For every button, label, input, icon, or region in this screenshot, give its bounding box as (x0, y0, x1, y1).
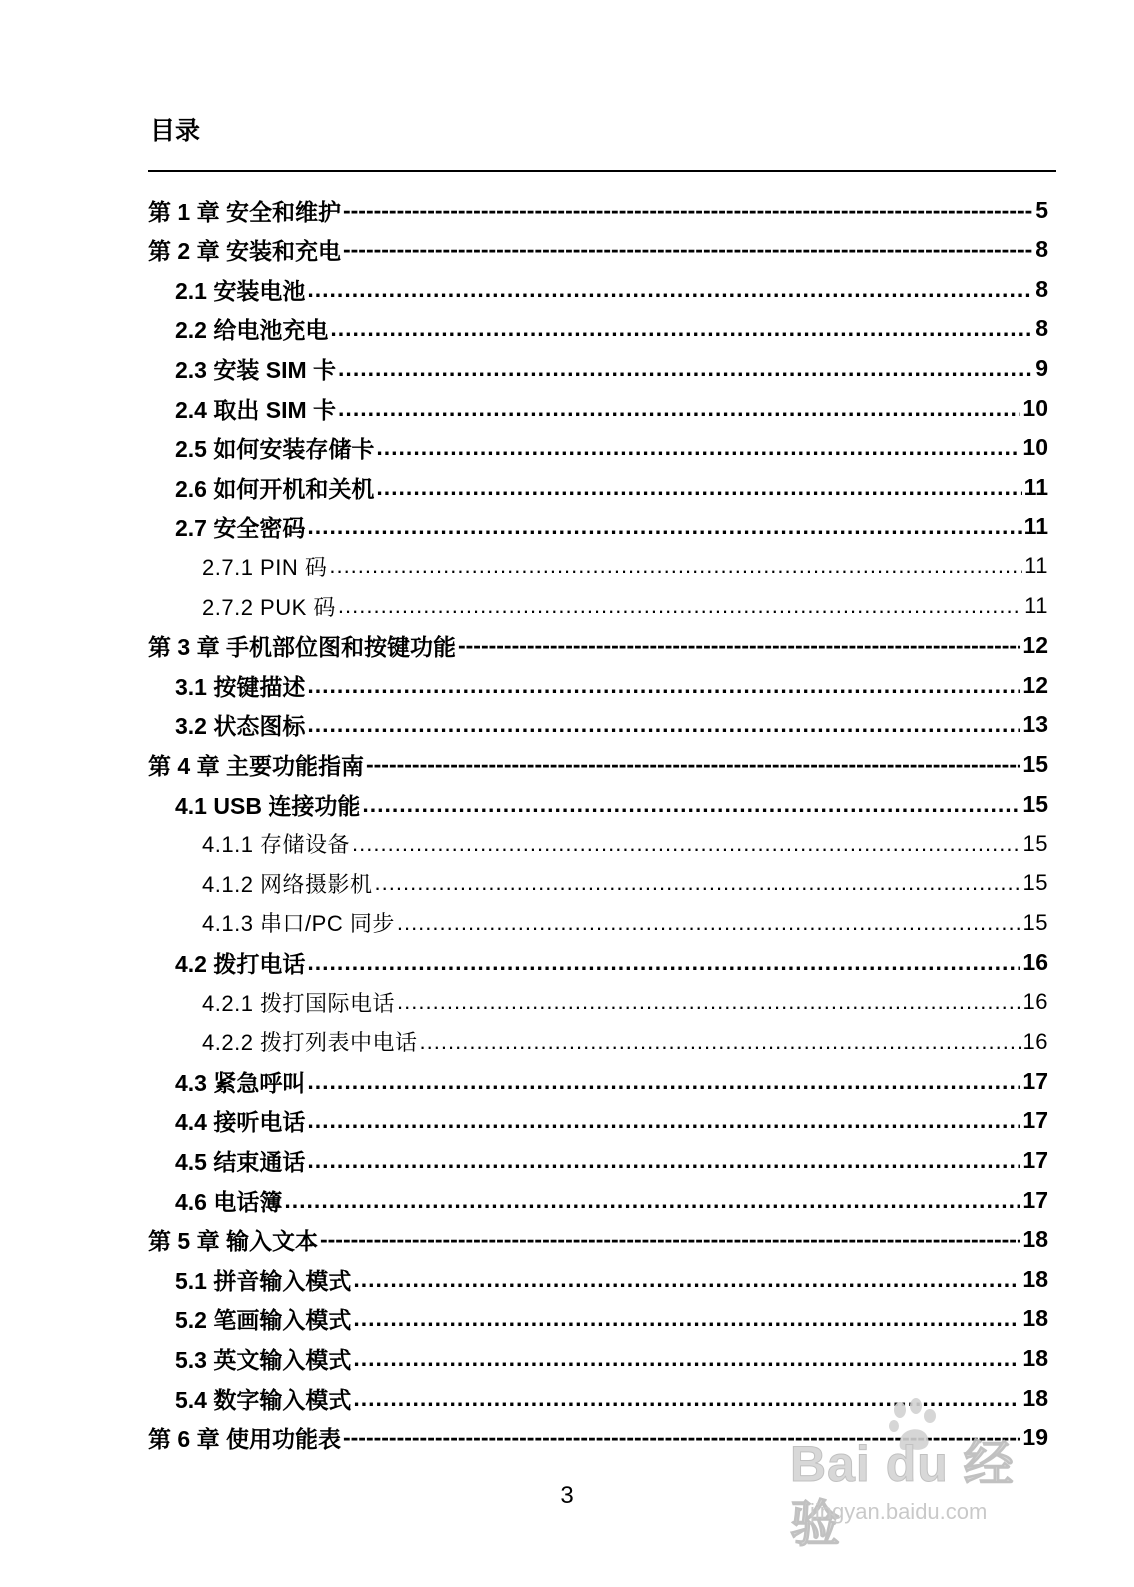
toc-entry-page: 19 (1022, 1424, 1048, 1451)
toc-entry-leader (352, 831, 1020, 857)
toc-entry-leader (376, 434, 1020, 461)
toc-entry-title: 2.5 如何安装存储卡 (175, 436, 375, 463)
toc-entry-title: 4.1 USB 连接功能 (175, 792, 361, 819)
toc-entry-leader (353, 1266, 1020, 1293)
toc-entry-title: 2.7.2 PUK 码 (202, 594, 336, 620)
toc-entry-page: 15 (1022, 790, 1048, 817)
toc-entry-title: 2.3 安装 SIM 卡 (175, 356, 337, 383)
toc-entry-leader (343, 197, 1033, 224)
toc-entry-page: 16 (1022, 1028, 1048, 1054)
toc-entry (148, 230, 1048, 270)
toc-entry-leader (376, 474, 1021, 501)
toc-entry (175, 1180, 1048, 1220)
toc-heading: 目录 (150, 117, 201, 145)
toc-entry-page: 18 (1022, 1226, 1048, 1253)
toc-entry (175, 1061, 1048, 1101)
toc-entry-leader (353, 1345, 1020, 1372)
toc-entry (175, 348, 1048, 388)
toc-entry-page: 10 (1022, 434, 1048, 461)
toc-entry (202, 1022, 1048, 1062)
toc-entry-leader (366, 751, 1020, 778)
toc-entry-leader (338, 593, 1022, 619)
toc-entry (175, 1140, 1048, 1180)
toc-entry (175, 1338, 1048, 1378)
toc-entry-page: 17 (1022, 1146, 1048, 1173)
toc-entry-title: 2.7 安全密码 (175, 515, 306, 542)
toc-entry (175, 309, 1048, 349)
toc-entry-page: 18 (1022, 1265, 1048, 1292)
toc-entry-title: 5.2 笔画输入模式 (175, 1307, 352, 1334)
toc-entry-page: 8 (1035, 315, 1048, 342)
toc-entry-title: 2.6 如何开机和关机 (175, 475, 375, 502)
toc-entry-leader (307, 672, 1020, 699)
toc-entry-title: 4.4 接听电话 (175, 1109, 306, 1136)
toc-entry (148, 190, 1048, 230)
toc-entry-title: 第 1 章 安全和维护 (148, 198, 341, 225)
toc-entry (175, 507, 1048, 547)
toc-entry (175, 1101, 1048, 1141)
toc-entry-leader (458, 632, 1020, 659)
toc-entry-leader (420, 1029, 1021, 1055)
toc-entry-leader (362, 791, 1020, 818)
toc-entry-page: 12 (1022, 632, 1048, 659)
toc-entry-leader (284, 1187, 1020, 1214)
toc-entry (148, 1220, 1048, 1260)
toc-entry (202, 546, 1048, 586)
toc-entry-page: 11 (1023, 513, 1048, 540)
toc-entry (175, 784, 1048, 824)
toc-entry-page: 9 (1035, 354, 1048, 381)
toc-entry-title: 第 5 章 输入文本 (148, 1228, 318, 1255)
toc-entry-leader (353, 1305, 1020, 1332)
toc-entry-page: 15 (1022, 750, 1048, 777)
toc-entry-page: 17 (1022, 1186, 1048, 1213)
toc-entry-title: 第 3 章 手机部位图和按键功能 (148, 634, 456, 661)
toc-entry (202, 903, 1048, 943)
watermark-url: jingyan.baidu.com (810, 1499, 988, 1524)
toc-entry-page: 13 (1022, 711, 1048, 738)
toc-entry-page: 18 (1022, 1344, 1048, 1371)
heading-rule (148, 170, 1056, 172)
toc-entry-page: 5 (1035, 196, 1048, 223)
toc-entry (175, 942, 1048, 982)
toc-entry-page: 15 (1022, 909, 1048, 935)
toc-entry-title: 3.2 状态图标 (175, 713, 306, 740)
toc-entry-page: 8 (1035, 236, 1048, 263)
toc-entry (175, 269, 1048, 309)
toc-entry (202, 982, 1048, 1022)
toc-entry (175, 665, 1048, 705)
toc-entry-leader (307, 949, 1020, 976)
toc-entry-title: 3.1 按键描述 (175, 673, 306, 700)
toc-entry-page: 16 (1022, 989, 1048, 1014)
toc-entry-title: 4.6 电话簿 (175, 1188, 283, 1215)
toc-entry-page: 12 (1022, 671, 1048, 698)
toc-entry-leader (307, 1147, 1020, 1174)
baidu-watermark (790, 1398, 1058, 1552)
toc-entry-title: 2.1 安装电池 (175, 277, 306, 304)
toc-entry-title: 第 4 章 主要功能指南 (148, 752, 364, 779)
toc-entry-title: 4.5 结束通话 (175, 1148, 306, 1175)
toc-entry-page: 15 (1022, 830, 1048, 856)
toc-entry-title: 4.1.1 存储设备 (202, 832, 351, 858)
toc-entry-leader (338, 355, 1033, 382)
toc-entry-title: 5.3 英文输入模式 (175, 1346, 352, 1373)
toc-entry-title: 2.7.1 PIN 码 (202, 554, 328, 580)
toc-entry-leader (307, 513, 1021, 540)
toc-entry-leader (307, 276, 1033, 303)
toc-entry (175, 705, 1048, 745)
toc-entry (175, 467, 1048, 507)
toc-entry-leader (330, 315, 1033, 342)
toc-entry-title: 4.2.1 拨打国际电话 (202, 990, 396, 1016)
toc-entry (148, 744, 1048, 784)
toc-entry-page: 11 (1023, 473, 1048, 500)
toc-entry-page: 8 (1035, 275, 1048, 302)
toc-entry-title: 4.1.3 串口/PC 同步 (202, 911, 395, 937)
toc-entry-title: 2.4 取出 SIM 卡 (175, 396, 337, 423)
toc-entry-page: 17 (1022, 1107, 1048, 1134)
page-number: 3 (560, 1482, 574, 1509)
toc-entry-leader (307, 1107, 1020, 1134)
toc-entry-page: 18 (1022, 1384, 1048, 1411)
toc-entry-title: 5.4 数字输入模式 (175, 1386, 352, 1413)
toc-entry-leader (307, 1068, 1020, 1095)
watermark-logo: Bai du 经验 (790, 1436, 1015, 1552)
toc-entry-page: 15 (1022, 870, 1048, 896)
toc-entry-title: 2.2 给电池充电 (175, 317, 329, 344)
toc-entry-title: 第 6 章 使用功能表 (148, 1426, 341, 1453)
toc-entry (148, 626, 1048, 666)
toc-entry-title: 4.1.2 网络摄影机 (202, 871, 373, 897)
toc-entry (175, 388, 1048, 428)
toc-entry-leader (320, 1226, 1020, 1253)
toc-entry-page: 18 (1022, 1305, 1048, 1332)
toc-entry-leader (397, 910, 1021, 936)
toc-entry-leader (397, 989, 1020, 1015)
toc-entry-leader (343, 236, 1033, 263)
toc-entry-page: 16 (1022, 948, 1048, 975)
toc-entry (175, 428, 1048, 468)
toc-entry-leader (375, 870, 1021, 896)
toc-entry (202, 863, 1048, 903)
toc-entry-leader (338, 395, 1020, 422)
toc-entry (202, 586, 1048, 626)
toc-entry (175, 1259, 1048, 1299)
toc-entry-page: 10 (1022, 394, 1048, 421)
toc-entry-page: 17 (1022, 1067, 1048, 1094)
toc-entry-leader (329, 553, 1022, 579)
toc-entry-title: 4.2 拨打电话 (175, 950, 306, 977)
toc-entry-page: 11 (1024, 553, 1048, 579)
toc-entry-leader (307, 711, 1020, 738)
toc-entry-title: 4.2.2 拨打列表中电话 (202, 1030, 418, 1056)
toc-entry-title: 4.3 紧急呼叫 (175, 1069, 306, 1096)
toc-entry-page: 11 (1024, 593, 1048, 618)
toc-entry-title: 第 2 章 安装和充电 (148, 238, 341, 265)
toc-entry (202, 824, 1048, 864)
toc-entry (175, 1299, 1048, 1339)
toc-entry-title: 5.1 拼音输入模式 (175, 1267, 352, 1294)
